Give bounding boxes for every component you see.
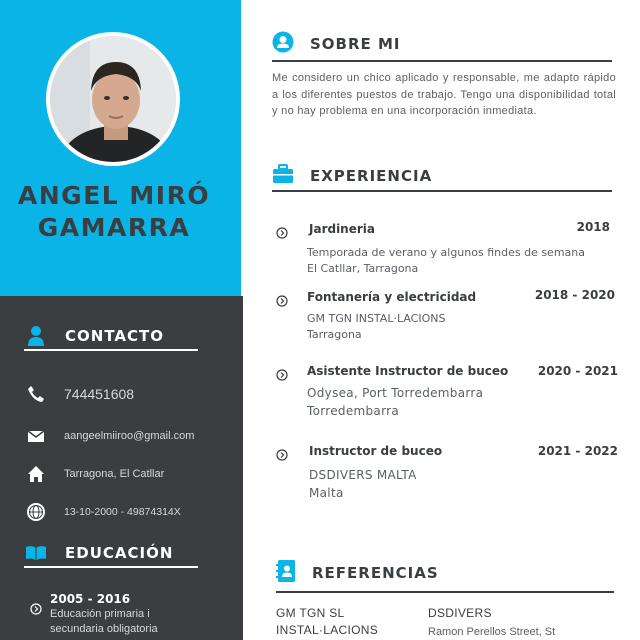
job-title: Fontanería y electricidad	[307, 290, 477, 304]
profile-photo	[46, 32, 180, 166]
clock-circle-icon	[276, 224, 288, 243]
job-line-1: DSDIVERS MALTA	[309, 468, 417, 482]
contact-heading	[24, 324, 164, 348]
clock-circle-icon	[30, 600, 42, 619]
person-icon	[24, 324, 48, 348]
references-heading	[276, 559, 439, 587]
location-value: Tarragona, El Catllar	[64, 468, 165, 480]
job-line-2: Malta	[309, 486, 344, 500]
open-book-icon	[24, 541, 48, 565]
home-icon	[26, 464, 46, 484]
references-title: REFERENCIAS	[312, 564, 439, 582]
name-line-1: ANGEL MIRÓ	[17, 181, 211, 210]
education-description	[50, 607, 210, 637]
job-title: Asistente Instructor de buceo	[307, 364, 509, 378]
briefcase-icon	[272, 164, 294, 188]
references-divider	[276, 591, 614, 593]
reference-item	[428, 606, 555, 638]
about-text: Me considero un chico aplicado y responsable, me adapto rápido a los diferentes puestos de trabajo. Tengo una disponibilidad total y no hay problema en una incorporación inmediata.	[272, 72, 616, 117]
email-value[interactable]: aangeelmiiroo@gmail.com	[64, 430, 195, 442]
full-name	[0, 180, 228, 244]
job-years: 2018	[576, 220, 610, 234]
education-heading	[24, 541, 173, 565]
education-divider	[24, 566, 198, 568]
job-line-2: Tarragona	[307, 328, 362, 341]
globe-icon	[26, 502, 46, 522]
reference-line-1: DSDIVERS	[428, 606, 492, 620]
job-line-1: Temporada de verano y algunos findes de semana	[307, 246, 585, 259]
address-book-icon	[276, 559, 296, 587]
job-title: Instructor de buceo	[309, 444, 443, 458]
job-years: 2021 - 2022	[537, 444, 618, 458]
reference-line-1: GM TGN SL	[276, 606, 345, 620]
mail-icon	[26, 426, 46, 446]
contact-id	[26, 502, 181, 522]
education-desc-line-1: Educación primaria i	[50, 608, 150, 620]
reference-item	[276, 606, 378, 637]
job-years: 2018 - 2020	[534, 288, 615, 302]
about-heading	[272, 31, 401, 57]
phone-icon	[26, 384, 46, 404]
education-years: 2005 - 2016	[50, 592, 131, 606]
id-value: 13-10-2000 - 49874314X	[64, 506, 181, 518]
clock-circle-icon	[276, 446, 288, 465]
contact-title: CONTACTO	[65, 327, 164, 345]
avatar	[50, 36, 176, 162]
job-line-2: El Catllar, Tarragona	[307, 262, 419, 275]
contact-location	[26, 464, 165, 484]
reference-line-3: Ramon Perellos Street, St	[428, 626, 556, 638]
user-circle-icon	[272, 31, 294, 57]
job-line-1: GM TGN INSTAL·LACIONS	[307, 312, 446, 325]
about-divider	[272, 60, 612, 62]
contact-email	[26, 426, 195, 446]
contact-phone	[26, 384, 135, 404]
education-title: EDUCACIÓN	[65, 544, 174, 562]
clock-circle-icon	[276, 366, 288, 385]
job-title: Jardineria	[309, 222, 375, 236]
experience-title: EXPERIENCIA	[310, 167, 433, 185]
experience-heading	[272, 164, 432, 188]
job-years: 2020 - 2021	[537, 364, 618, 378]
job-line-1: Odysea, Port Torredembarra	[307, 386, 484, 400]
job-line-2: Torredembarra	[307, 404, 399, 418]
clock-circle-icon	[276, 292, 288, 311]
contact-divider	[24, 349, 198, 351]
about-title: SOBRE MI	[310, 35, 401, 53]
reference-line-2: INSTAL·LACIONS	[276, 623, 378, 637]
education-desc-line-2: secundaria obligatoria	[50, 623, 158, 635]
experience-divider	[272, 190, 612, 192]
phone-value: 744451608	[64, 386, 135, 402]
name-line-2: GAMARRA	[37, 213, 191, 242]
